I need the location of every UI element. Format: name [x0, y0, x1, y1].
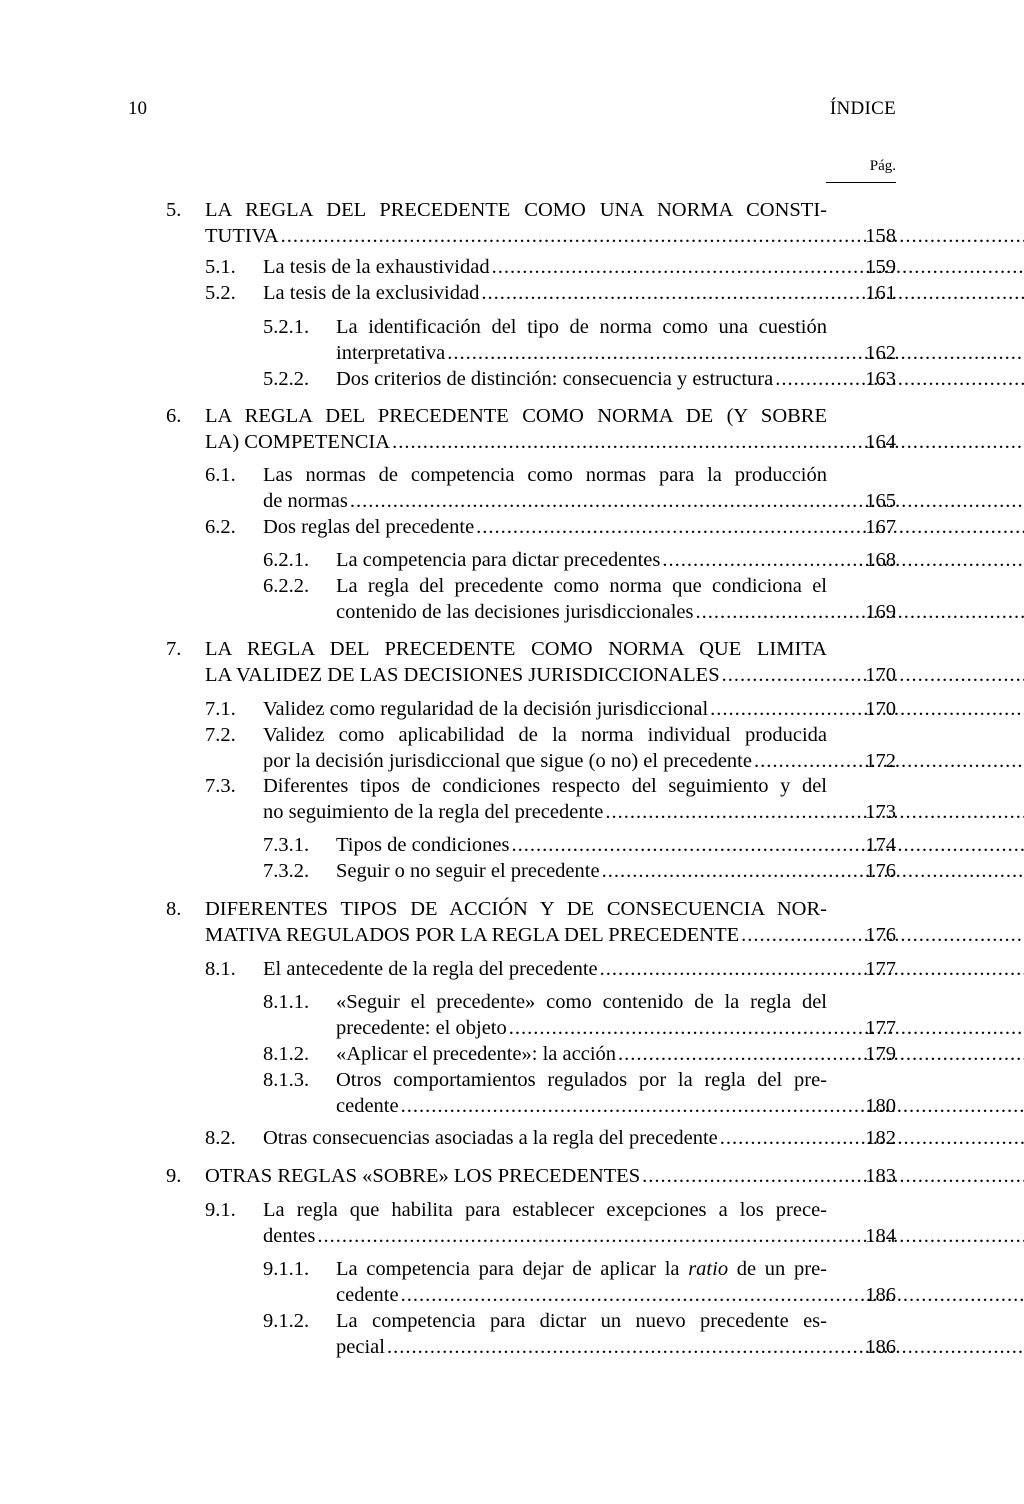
toc-entry-page: 168 — [865, 549, 896, 571]
toc-entry-title-lastline: por la decisión jurisdiccional que sigue (o no) el precedente ..... — [263, 748, 827, 774]
toc-entry-title-line: La competencia para dictar un nuevo precedente es- — [336, 1310, 827, 1332]
toc-entry-page: 172 — [865, 750, 896, 772]
dot-leader — [481, 282, 1024, 304]
page-number: 10 — [128, 98, 147, 119]
toc-entry-number: 9.1.2. — [263, 1310, 310, 1332]
toc-entry-number: 7. — [166, 638, 182, 660]
toc-entry-page: 164 — [865, 431, 896, 453]
toc-entry-title-lastline: LA) COMPETENCIA ..... — [205, 429, 827, 455]
toc-entry-page: 174 — [865, 834, 896, 856]
toc-entry-title — [263, 462, 827, 514]
dot-leader — [618, 1043, 1024, 1065]
toc-entry-title-lastline: MATIVA REGULADOS POR LA REGLA DEL PRECEDENTE ..... — [205, 922, 827, 948]
toc-entry-title-line: La regla que habilita para establecer excepciones a los prece- — [263, 1199, 827, 1221]
toc-entry-title — [336, 1256, 827, 1308]
toc-entry-title — [263, 254, 827, 280]
toc-entry-title-lastline: pecial ..... — [336, 1334, 827, 1360]
toc-entry-number: 9. — [166, 1165, 182, 1187]
dot-leader — [317, 1225, 1024, 1247]
dot-leader — [476, 516, 1024, 538]
toc-entry-title-lastline: La tesis de la exhaustividad ..... — [263, 254, 827, 280]
toc-entry-page: 177 — [865, 958, 896, 980]
toc-entry-page: 165 — [865, 490, 896, 512]
toc-entry-number: 6.2. — [205, 516, 236, 538]
toc-entry-title — [336, 858, 827, 884]
dot-leader — [350, 490, 1024, 512]
toc-entry-title — [336, 1041, 827, 1067]
toc-entry-page: 159 — [865, 256, 896, 278]
toc-entry-page: 162 — [865, 342, 896, 364]
toc-entry-number: 9.1.1. — [263, 1258, 310, 1280]
dot-leader — [281, 225, 1024, 247]
toc-entry-number: 5.1. — [205, 256, 236, 278]
toc-entry-title — [263, 1125, 827, 1151]
toc-entry-title-lastline: contenido de las decisiones jurisdiccionales ..... — [336, 599, 827, 625]
toc-entry-title-lastline: Dos reglas del precedente ..... — [263, 514, 827, 540]
toc-entry-number: 5.2.1. — [263, 316, 310, 338]
toc-entry-title-lastline: dentes ..... — [263, 1223, 827, 1249]
toc-entry-number: 6.2.1. — [263, 549, 310, 571]
toc-entry-number: 7.2. — [205, 724, 236, 746]
dot-leader — [447, 342, 1024, 364]
toc-entry-title-lastline: El antecedente de la regla del precedente ..... — [263, 956, 827, 982]
dot-leader — [775, 368, 1024, 390]
toc-entry-page: 183 — [865, 1165, 896, 1187]
toc-entry-page: 170 — [865, 698, 896, 720]
toc-entry-title — [205, 636, 827, 688]
toc-entry-title-lastline: de normas ..... — [263, 488, 827, 514]
dot-leader — [600, 958, 1024, 980]
toc-entry-title — [336, 1308, 827, 1360]
toc-entry-title-line: DIFERENTES TIPOS DE ACCIÓN Y DE CONSECUENCIA NOR- — [205, 898, 827, 920]
toc-entry-page: 161 — [865, 282, 896, 304]
toc-entry-page: 184 — [865, 1225, 896, 1247]
toc-entry-number: 8.1.3. — [263, 1069, 310, 1091]
toc-entry-title-line: LA REGLA DEL PRECEDENTE COMO UNA NORMA CONSTI- — [205, 199, 827, 221]
toc-entry-number: 8.1.1. — [263, 991, 310, 1013]
toc-entry-page: 173 — [865, 801, 896, 823]
toc-entry-title-lastline: precedente: el objeto ..... — [336, 1015, 827, 1041]
toc-entry-title — [263, 514, 827, 540]
dot-leader — [401, 1284, 1024, 1306]
toc-entry-title — [205, 197, 827, 249]
toc-entry-title-line: La competencia para dejar de aplicar la ratio de un pre- — [336, 1258, 828, 1280]
toc-entry-title-lastline: Dos criterios de distinción: consecuencia y estructura ..... — [336, 366, 827, 392]
toc-entry-title-lastline: Validez como regularidad de la decisión jurisdiccional ..... — [263, 696, 827, 722]
toc-entry-page: 182 — [865, 1127, 896, 1149]
toc-entry-title — [336, 1067, 827, 1119]
toc-entry-number: 5.2.2. — [263, 368, 310, 390]
toc-entry-title — [263, 773, 827, 825]
toc-entry-title-lastline: TUTIVA ..... — [205, 223, 827, 249]
dot-leader — [387, 1336, 1024, 1358]
toc-entry-title-line: Diferentes tipos de condiciones respecto del seguimiento y del — [263, 775, 827, 797]
toc-entry-title-lastline: «Aplicar el precedente»: la acción ..... — [336, 1041, 827, 1067]
toc-entry-page: 167 — [865, 516, 896, 538]
toc-entry-page: 170 — [865, 664, 896, 686]
toc-entry-number: 8. — [166, 898, 182, 920]
toc-entry-title — [336, 832, 827, 858]
toc-entry-number: 8.2. — [205, 1127, 236, 1149]
toc-entry-number: 8.1. — [205, 958, 236, 980]
toc-entry-title-line: La identificación del tipo de norma como una cuestión — [336, 316, 827, 338]
toc-entry-title-lastline: OTRAS REGLAS «SOBRE» LOS PRECEDENTES ..... — [205, 1163, 827, 1189]
running-head: ÍNDICE — [829, 98, 896, 119]
dot-leader — [509, 1017, 1024, 1039]
toc-entry-title — [205, 403, 827, 455]
toc-entry-title-lastline: Tipos de condiciones ..... — [336, 832, 827, 858]
toc-entry-number: 7.3.2. — [263, 860, 310, 882]
toc-entry-title-lastline: LA VALIDEZ DE LAS DECISIONES JURISDICCIONALES ..... — [205, 662, 827, 688]
toc-entry-title-line: Las normas de competencia como normas para la producción — [263, 464, 827, 486]
dot-leader — [602, 860, 1024, 882]
toc-entry-number: 8.1.2. — [263, 1043, 310, 1065]
toc-entry-title-lastline: cedente ..... — [336, 1282, 827, 1308]
dot-leader — [392, 431, 1024, 453]
toc-entry-title-line: Otros comportamientos regulados por la regla del pre- — [336, 1069, 827, 1091]
toc-entry-title-lastline: La competencia para dictar precedentes ..... — [336, 547, 827, 573]
pag-column-label: Pág. — [869, 158, 896, 174]
toc-entry-number: 6.2.2. — [263, 575, 310, 597]
toc-entry-title — [205, 896, 827, 948]
toc-entry-title-lastline: no seguimiento de la regla del precedente ..... — [263, 799, 827, 825]
toc-entry-page: 177 — [865, 1017, 896, 1039]
toc-entry-title-lastline: Otras consecuencias asociadas a la regla del precedente ..... — [263, 1125, 827, 1151]
toc-entry-title-lastline: interpretativa ..... — [336, 340, 827, 366]
toc-entry-title — [336, 989, 827, 1041]
toc-entry-page: 180 — [865, 1095, 896, 1117]
toc-entry-title — [336, 547, 827, 573]
toc-entry-title — [263, 722, 827, 774]
dot-leader — [401, 1095, 1024, 1117]
toc-entry-title-lastline: cedente ..... — [336, 1093, 827, 1119]
toc-entry-number: 7.3. — [205, 775, 236, 797]
toc-entry-title-lastline: Seguir o no seguir el precedente ..... — [336, 858, 827, 884]
toc-entry-number: 5.2. — [205, 282, 236, 304]
toc-entry-number: 6. — [166, 405, 182, 427]
toc-entry-page: 163 — [865, 368, 896, 390]
toc-entry-page: 176 — [865, 924, 896, 946]
toc-entry-title-lastline: La tesis de la exclusividad ..... — [263, 280, 827, 306]
toc-entry-title — [263, 1197, 827, 1249]
toc-entry-number: 7.3.1. — [263, 834, 310, 856]
toc-entry-title — [205, 1163, 827, 1189]
toc-entry-number: 7.1. — [205, 698, 236, 720]
toc-entry-number: 6.1. — [205, 464, 236, 486]
toc-entry-page: 186 — [865, 1336, 896, 1358]
toc-entry-title-line: La regla del precedente como norma que condiciona el — [336, 575, 827, 597]
toc-entry-number: 5. — [166, 199, 182, 221]
toc-entry-page: 179 — [865, 1043, 896, 1065]
toc-entry-page: 158 — [865, 225, 896, 247]
toc-entry-title — [336, 573, 827, 625]
toc-entry-title-line: «Seguir el precedente» como contenido de la regla del — [336, 991, 827, 1013]
toc-entry-title — [263, 696, 827, 722]
toc-entry-title-line: Validez como aplicabilidad de la norma individual producida — [263, 724, 827, 746]
dot-leader — [512, 834, 1024, 856]
toc-entry-number: 9.1. — [205, 1199, 236, 1221]
toc-entry-title-line: LA REGLA DEL PRECEDENTE COMO NORMA QUE LIMITA — [205, 638, 827, 660]
toc-entry-page: 186 — [865, 1284, 896, 1306]
pag-column-rule — [826, 182, 896, 183]
toc-entry-title — [263, 956, 827, 982]
dot-leader — [492, 256, 1024, 278]
toc-entry-title — [336, 366, 827, 392]
toc-entry-page: 176 — [865, 860, 896, 882]
toc-entry-title-line: LA REGLA DEL PRECEDENTE COMO NORMA DE (Y SOBRE — [205, 405, 827, 427]
toc-entry-page: 169 — [865, 601, 896, 623]
toc-entry-title — [263, 280, 827, 306]
toc-entry-title — [336, 314, 827, 366]
dot-leader — [605, 801, 1024, 823]
